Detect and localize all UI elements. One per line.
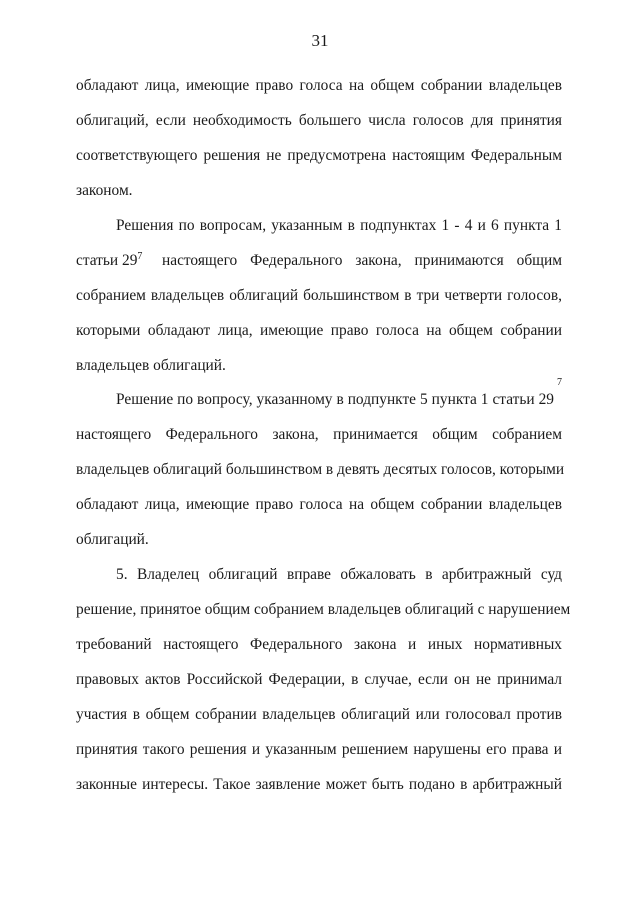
superscript: 7 — [557, 377, 562, 388]
text-line-with-superscript — [116, 377, 562, 418]
text-line: принятия такого решения и указанным решением нарушены его права и — [76, 741, 562, 758]
text-line: 5. Владелец облигаций вправе обжаловать в арбитражный суд — [116, 566, 562, 583]
text-line: требований настоящего Федерального закона и иных нормативных — [76, 636, 562, 653]
superscript: 7 — [137, 251, 143, 262]
page-number: 31 — [311, 31, 329, 50]
text-line-with-superscript — [76, 244, 562, 279]
text-line: владельцев облигаций. — [76, 357, 226, 374]
text-line: участия в общем собрании владельцев облигаций или голосовал против — [76, 706, 562, 723]
text-line: обладают лица, имеющие право голоса на общем собрании владельцев — [76, 77, 562, 94]
text-line: решение, принятое общим собранием владельцев облигаций с нарушением — [76, 601, 571, 618]
text-line: облигаций, если необходимость большего числа голосов для принятия — [76, 112, 562, 129]
text-line: которыми обладают лица, имеющие право голоса на общем собрании — [76, 322, 562, 339]
text-line-continuation: настоящего Федерального закона, принимаются общим — [162, 252, 562, 269]
text-line: владельцев облигаций большинством в девять десятых голосов, которыми — [76, 461, 565, 478]
text-line: Решение по вопросу, указанному в подпункте 5 пункта 1 статьи 29 — [116, 391, 554, 408]
text-line: законом. — [76, 182, 133, 199]
text-line: обладают лица, имеющие право голоса на общем собрании владельцев — [76, 496, 562, 513]
text-line: облигаций. — [76, 531, 149, 548]
article-reference: статьи $29^7$ — [76, 251, 143, 269]
text-line: соответствующего решения не предусмотрена настоящим Федеральным — [76, 147, 562, 164]
text-line: собранием владельцев облигаций большинством в три четверти голосов, — [76, 287, 562, 304]
text-line: Решения по вопросам, указанным в подпунктах 1 - 4 и 6 пункта 1 — [116, 217, 562, 234]
text-line: законные интересы. Такое заявление может быть подано в арбитражный — [76, 776, 562, 793]
text-line: правовых актов Российской Федерации, в случае, если он не принимал — [76, 671, 562, 688]
text-line: настоящего Федерального закона, принимается общим собранием — [76, 426, 562, 443]
